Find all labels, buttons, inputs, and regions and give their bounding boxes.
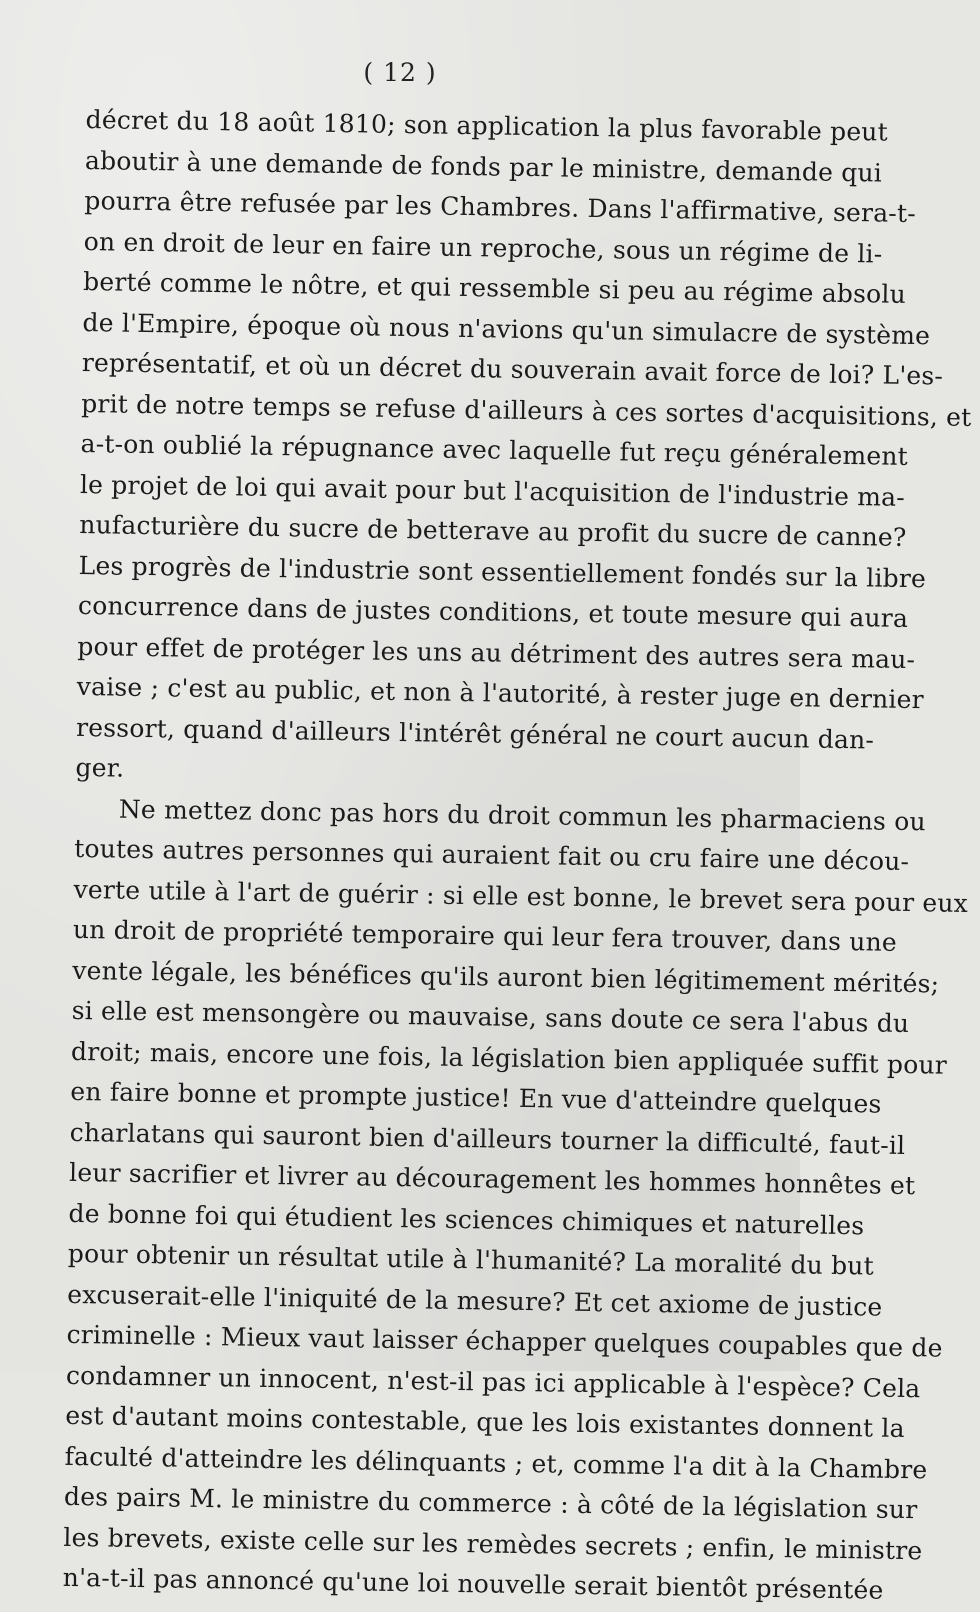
body-text (62, 100, 972, 1609)
text-line: charlatans qui sauront bien d'ailleurs tourner la difficulté, faut-il (69, 1117, 906, 1160)
text-line: pourra être refusée par les Chambres. Dans l'affirmative, sera-t- (84, 185, 917, 229)
page-number: ( 12 ) (363, 58, 437, 87)
text-line: aboutir à une demande de fonds par le ministre, demande qui (84, 145, 883, 188)
text-line: concurrence dans de justes conditions, et toute mesure qui aura (77, 590, 909, 633)
text-line: droit; mais, encore une fois, la législation bien appliquée suffit pour (70, 1036, 948, 1080)
text-line: décret du 18 août 1810; son application la plus favorable peut (85, 104, 889, 147)
text-line: en faire bonne et prompte justice! En vue d'atteindre quelques (70, 1076, 882, 1119)
text-line: si elle est mensongère ou mauvaise, sans doute ce sera l'abus du (71, 995, 910, 1039)
text-line: de l'Empire, époque où nous n'avions qu'un simulacre de système (82, 307, 931, 350)
text-line: on en droit de leur en faire un reproche, sous un régime de li- (83, 226, 883, 269)
text-line: leur sacrifier et livrer au découragement les hommes honnêtes et (68, 1157, 916, 1201)
text-line: nufacturière du sucre de betterave au profit du sucre de canne? (79, 509, 907, 552)
text-line: de bonne foi qui étudient les sciences chimiques et naturelles (68, 1198, 865, 1240)
text-line: représentatif, et où un décret du souverain avait force de loi? L'es- (81, 347, 944, 391)
text-line: prit de notre temps se refuse d'ailleurs à ces sortes d'acquisitions, et (81, 388, 972, 432)
text-line: toutes autres personnes qui auraient fait ou cru faire une décou- (74, 833, 910, 877)
text-line: excuserait-elle l'iniquité de la mesure? Et cet axiome de justice (67, 1279, 883, 1322)
text-line: vente légale, les bénéfices qu'ils auront bien légitimement mérités; (72, 955, 940, 999)
text-line: faculté d'atteindre les délinquants ; et, comme l'a dit à la Chambre (64, 1441, 928, 1484)
text-line: pour obtenir un résultat utile à l'humanité? La moralité du but (67, 1238, 875, 1281)
text-line: des pairs M. le ministre du commerce : à côté de la législation sur (63, 1481, 918, 1525)
text-line: verte utile à l'art de guérir : si elle est bonne, le brevet sera pour eux (73, 874, 969, 918)
text-line: n'a-t-il pas annoncé qu'une loi nouvelle serait bientôt présentée (62, 1562, 884, 1605)
text-line: ressort, quand d'ailleurs l'intérêt général ne court aucun dan- (75, 712, 875, 754)
text-line: le projet de loi qui avait pour but l'acquisition de l'industrie ma- (79, 469, 906, 512)
text-line: pour effet de protéger les uns au détriment des autres sera mau- (77, 631, 916, 674)
text-line: un droit de propriété temporaire qui leur fera trouver, dans une (72, 914, 898, 957)
text-line: berté comme le nôtre, et qui ressemble si peu au régime absolu (82, 266, 907, 309)
text-line: Ne mettez donc pas hors du droit commun les pharmaciens ou (118, 794, 927, 836)
text-line: condamner un innocent, n'est-il pas ici applicable à l'espèce? Cela (65, 1360, 921, 1403)
text-line: a-t-on oublié la répugnance avec laquelle fut reçu généralement (80, 428, 909, 471)
text-line: criminelle : Mieux vaut laisser échapper quelques coupables que de (66, 1319, 943, 1363)
text-line: vaise ; c'est au public, et non à l'autorité, à rester juge en dernier (76, 671, 925, 715)
text-line: Les progrès de l'industrie sont essentiellement fondés sur la libre (78, 550, 927, 593)
text-line: les brevets, existe celle sur les remèdes secrets ; enfin, le ministre (63, 1522, 923, 1565)
text-line: est d'autant moins contestable, que les lois existantes donnent la (65, 1400, 905, 1444)
text-line: ger. (75, 752, 125, 783)
